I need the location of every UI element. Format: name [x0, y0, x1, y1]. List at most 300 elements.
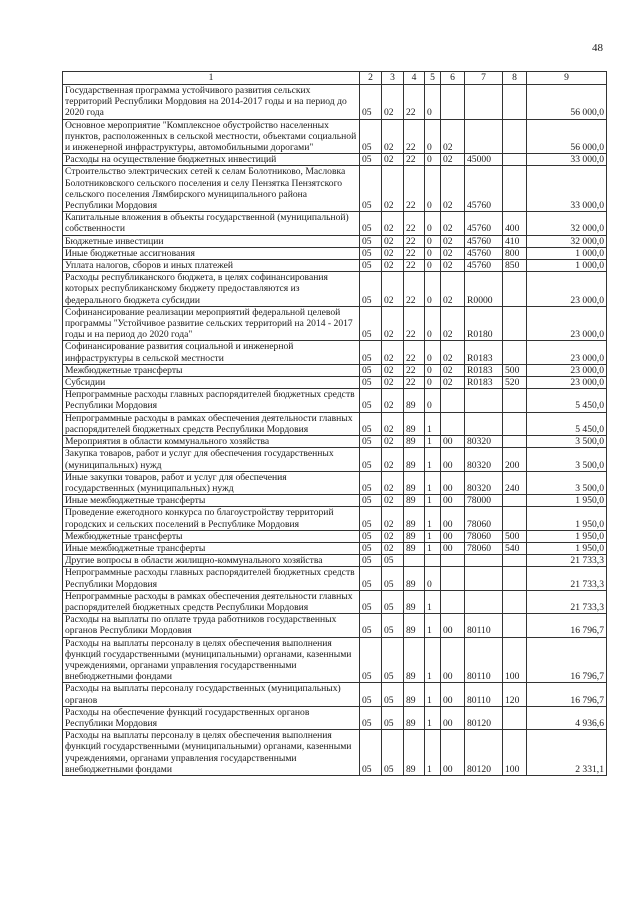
table-body	[63, 85, 607, 776]
expense-code-cell: R0183	[465, 341, 503, 364]
expense-type-cell: 410	[503, 235, 527, 247]
amount-cell: 21 733,3	[527, 555, 607, 567]
program-cell: 89	[404, 507, 425, 530]
direction-cell: 00	[441, 471, 465, 494]
direction-cell: 02	[441, 247, 465, 259]
header-cell: 1	[63, 72, 360, 85]
table-row	[63, 507, 607, 530]
subsection-cell: 02	[382, 154, 404, 166]
expense-type-cell	[503, 507, 527, 530]
subprogram-cell: 0	[425, 389, 441, 412]
subsection-cell: 02	[382, 377, 404, 389]
subprogram-cell: 1	[425, 436, 441, 448]
expense-code-cell: 45760	[465, 235, 503, 247]
table-row	[63, 166, 607, 212]
section-cell: 05	[360, 706, 382, 729]
table-row	[63, 212, 607, 235]
expense-code-cell: 80110	[465, 683, 503, 706]
expense-type-cell: 500	[503, 364, 527, 376]
section-cell: 05	[360, 85, 382, 120]
table-row	[63, 683, 607, 706]
amount-cell: 1 000,0	[527, 260, 607, 272]
subprogram-cell: 1	[425, 448, 441, 471]
program-cell: 89	[404, 530, 425, 542]
subsection-cell: 02	[382, 507, 404, 530]
description-cell: Иные межбюджетные трансферты	[63, 542, 360, 554]
description-cell: Непрограммные расходы главных распорядителей бюджетных средств Республики Мордовия	[63, 389, 360, 412]
subprogram-cell: 0	[425, 364, 441, 376]
table-row	[63, 260, 607, 272]
description-cell: Бюджетные инвестиции	[63, 235, 360, 247]
table-row	[63, 730, 607, 776]
header-cell: 9	[527, 72, 607, 85]
amount-cell: 3 500,0	[527, 471, 607, 494]
program-cell: 22	[404, 154, 425, 166]
header-cell: 8	[503, 72, 527, 85]
subprogram-cell: 0	[425, 212, 441, 235]
subprogram-cell: 1	[425, 530, 441, 542]
expense-code-cell	[465, 85, 503, 120]
header-cell: 5	[425, 72, 441, 85]
section-cell: 05	[360, 247, 382, 259]
program-cell: 89	[404, 542, 425, 554]
program-cell: 89	[404, 448, 425, 471]
program-cell: 22	[404, 235, 425, 247]
direction-cell	[441, 555, 465, 567]
description-cell: Иные закупки товаров, работ и услуг для обеспечения государственных (муниципальных) нужд	[63, 471, 360, 494]
section-cell: 05	[360, 507, 382, 530]
amount-cell: 3 500,0	[527, 448, 607, 471]
table-row	[63, 341, 607, 364]
subsection-cell: 02	[382, 412, 404, 435]
subsection-cell: 02	[382, 306, 404, 341]
table-row	[63, 448, 607, 471]
program-cell: 89	[404, 683, 425, 706]
section-cell: 05	[360, 555, 382, 567]
subsection-cell: 02	[382, 247, 404, 259]
table-row	[63, 590, 607, 613]
section-cell: 05	[360, 212, 382, 235]
direction-cell	[441, 590, 465, 613]
description-cell: Расходы на осуществление бюджетных инвестиций	[63, 154, 360, 166]
table-header-row	[63, 72, 607, 85]
expense-type-cell	[503, 590, 527, 613]
subprogram-cell: 0	[425, 154, 441, 166]
section-cell: 05	[360, 567, 382, 590]
program-cell: 22	[404, 272, 425, 307]
header-cell: 6	[441, 72, 465, 85]
description-cell: Расходы на выплаты персоналу в целях обеспечения выполнения функций государственными (муниципальными) органами, казенными учреждениями, органами управления государственными внебюджетными фондами	[63, 637, 360, 683]
direction-cell	[441, 567, 465, 590]
description-cell: Расходы на обеспечение функций государственных органов Республики Мордовия	[63, 706, 360, 729]
subprogram-cell: 0	[425, 166, 441, 212]
subprogram-cell: 0	[425, 306, 441, 341]
direction-cell: 00	[441, 448, 465, 471]
section-cell: 05	[360, 448, 382, 471]
expense-type-cell: 400	[503, 212, 527, 235]
amount-cell: 56 000,0	[527, 85, 607, 120]
section-cell: 05	[360, 590, 382, 613]
subprogram-cell: 1	[425, 706, 441, 729]
program-cell: 22	[404, 85, 425, 120]
description-cell: Расходы на выплаты по оплате труда работников государственных органов Республики Мордовия	[63, 614, 360, 637]
expense-code-cell: 80320	[465, 448, 503, 471]
table-row	[63, 542, 607, 554]
description-cell: Субсидии	[63, 377, 360, 389]
description-cell: Расходы на выплаты персоналу государственных (муниципальных) органов	[63, 683, 360, 706]
expense-type-cell	[503, 85, 527, 120]
expense-code-cell: 80110	[465, 637, 503, 683]
table-row	[63, 85, 607, 120]
section-cell: 05	[360, 154, 382, 166]
program-cell: 22	[404, 166, 425, 212]
expense-type-cell	[503, 341, 527, 364]
subsection-cell: 02	[382, 471, 404, 494]
section-cell: 05	[360, 436, 382, 448]
description-cell: Иные межбюджетные трансферты	[63, 495, 360, 507]
description-cell: Непрограммные расходы в рамках обеспечения деятельности главных распорядителей бюджетных средств Республики Мордовия	[63, 590, 360, 613]
expense-code-cell: 78060	[465, 530, 503, 542]
table-row	[63, 555, 607, 567]
header-cell: 7	[465, 72, 503, 85]
program-cell: 89	[404, 436, 425, 448]
section-cell: 05	[360, 235, 382, 247]
description-cell: Расходы республиканского бюджета, в целях софинансирования которых республиканскому бюджету предоставляются из федерального бюджета субсидии	[63, 272, 360, 307]
direction-cell: 00	[441, 683, 465, 706]
subsection-cell: 02	[382, 389, 404, 412]
description-cell: Уплата налогов, сборов и иных платежей	[63, 260, 360, 272]
program-cell: 22	[404, 119, 425, 154]
expense-type-cell	[503, 495, 527, 507]
expense-code-cell: R0000	[465, 272, 503, 307]
amount-cell: 5 450,0	[527, 389, 607, 412]
subsection-cell: 02	[382, 364, 404, 376]
section-cell: 05	[360, 542, 382, 554]
section-cell: 05	[360, 495, 382, 507]
expense-type-cell	[503, 166, 527, 212]
expense-type-cell	[503, 614, 527, 637]
program-cell: 89	[404, 389, 425, 412]
table-row	[63, 119, 607, 154]
subprogram-cell: 1	[425, 614, 441, 637]
section-cell: 05	[360, 389, 382, 412]
program-cell: 22	[404, 212, 425, 235]
table-row	[63, 235, 607, 247]
description-cell: Софинансирование развития социальной и инженерной инфраструктуры в сельской местности	[63, 341, 360, 364]
amount-cell: 1 000,0	[527, 247, 607, 259]
section-cell: 05	[360, 377, 382, 389]
expense-code-cell	[465, 412, 503, 435]
subprogram-cell: 0	[425, 341, 441, 364]
table-row	[63, 247, 607, 259]
subsection-cell: 02	[382, 166, 404, 212]
subsection-cell: 02	[382, 341, 404, 364]
subsection-cell: 05	[382, 567, 404, 590]
amount-cell: 32 000,0	[527, 235, 607, 247]
amount-cell: 23 000,0	[527, 341, 607, 364]
subprogram-cell: 0	[425, 567, 441, 590]
program-cell: 89	[404, 730, 425, 776]
section-cell: 05	[360, 730, 382, 776]
direction-cell: 02	[441, 377, 465, 389]
direction-cell: 00	[441, 637, 465, 683]
expense-type-cell	[503, 412, 527, 435]
amount-cell: 1 950,0	[527, 507, 607, 530]
table-row	[63, 637, 607, 683]
amount-cell: 23 000,0	[527, 377, 607, 389]
subsection-cell: 05	[382, 614, 404, 637]
table-row	[63, 272, 607, 307]
expense-type-cell: 500	[503, 530, 527, 542]
direction-cell: 02	[441, 364, 465, 376]
program-cell: 22	[404, 247, 425, 259]
table-row	[63, 530, 607, 542]
expense-code-cell	[465, 389, 503, 412]
description-cell: Межбюджетные трансферты	[63, 530, 360, 542]
amount-cell: 23 000,0	[527, 306, 607, 341]
subprogram-cell: 1	[425, 590, 441, 613]
section-cell: 05	[360, 683, 382, 706]
subsection-cell: 05	[382, 590, 404, 613]
table-row	[63, 377, 607, 389]
direction-cell: 02	[441, 306, 465, 341]
subsection-cell: 02	[382, 212, 404, 235]
expense-code-cell: 78060	[465, 542, 503, 554]
amount-cell: 16 796,7	[527, 614, 607, 637]
amount-cell: 1 950,0	[527, 495, 607, 507]
subsection-cell: 05	[382, 555, 404, 567]
direction-cell: 02	[441, 119, 465, 154]
subsection-cell: 02	[382, 235, 404, 247]
expense-code-cell	[465, 567, 503, 590]
subsection-cell: 02	[382, 542, 404, 554]
subsection-cell: 02	[382, 448, 404, 471]
program-cell: 89	[404, 471, 425, 494]
expense-code-cell	[465, 119, 503, 154]
direction-cell: 02	[441, 260, 465, 272]
table-row	[63, 389, 607, 412]
expense-code-cell: 45000	[465, 154, 503, 166]
expense-type-cell	[503, 119, 527, 154]
section-cell: 05	[360, 306, 382, 341]
subprogram-cell: 1	[425, 637, 441, 683]
subprogram-cell: 1	[425, 471, 441, 494]
expense-type-cell: 120	[503, 683, 527, 706]
expense-type-cell	[503, 706, 527, 729]
table-row	[63, 412, 607, 435]
amount-cell: 16 796,7	[527, 683, 607, 706]
subprogram-cell: 1	[425, 412, 441, 435]
expense-type-cell	[503, 154, 527, 166]
expense-code-cell: R0183	[465, 377, 503, 389]
subsection-cell: 02	[382, 119, 404, 154]
direction-cell	[441, 389, 465, 412]
amount-cell: 33 000,0	[527, 154, 607, 166]
table-row	[63, 706, 607, 729]
section-cell: 05	[360, 412, 382, 435]
subsection-cell: 02	[382, 495, 404, 507]
direction-cell: 00	[441, 495, 465, 507]
subprogram-cell: 0	[425, 119, 441, 154]
expense-type-cell: 540	[503, 542, 527, 554]
direction-cell: 02	[441, 341, 465, 364]
expense-code-cell	[465, 555, 503, 567]
amount-cell: 56 000,0	[527, 119, 607, 154]
table-row	[63, 614, 607, 637]
direction-cell	[441, 85, 465, 120]
section-cell: 05	[360, 637, 382, 683]
direction-cell: 00	[441, 530, 465, 542]
description-cell: Строительство электрических сетей к селам Болотниково, Масловка Болотниковского сельского поселения и селу Пензятка Пензятского сельского поселения Лямбирского муниципального района Республики Мордовия	[63, 166, 360, 212]
expense-code-cell: 78060	[465, 507, 503, 530]
program-cell: 89	[404, 637, 425, 683]
direction-cell: 02	[441, 235, 465, 247]
amount-cell: 1 950,0	[527, 542, 607, 554]
description-cell: Государственная программа устойчивого развития сельских территорий Республики Мордовия на 2014-2017 годы и на период до 2020 года	[63, 85, 360, 120]
program-cell: 22	[404, 364, 425, 376]
subprogram-cell: 1	[425, 683, 441, 706]
expense-code-cell: 80320	[465, 471, 503, 494]
program-cell: 89	[404, 706, 425, 729]
section-cell: 05	[360, 530, 382, 542]
section-cell: 05	[360, 341, 382, 364]
amount-cell: 21 733,3	[527, 567, 607, 590]
amount-cell: 3 500,0	[527, 436, 607, 448]
table-row	[63, 471, 607, 494]
subprogram-cell: 1	[425, 495, 441, 507]
direction-cell: 00	[441, 730, 465, 776]
direction-cell: 00	[441, 542, 465, 554]
subsection-cell: 05	[382, 706, 404, 729]
direction-cell: 00	[441, 436, 465, 448]
header-cell: 3	[382, 72, 404, 85]
expense-code-cell: 80320	[465, 436, 503, 448]
section-cell: 05	[360, 119, 382, 154]
expense-code-cell: 80120	[465, 706, 503, 729]
expense-type-cell	[503, 555, 527, 567]
program-cell: 22	[404, 306, 425, 341]
section-cell: 05	[360, 364, 382, 376]
program-cell: 22	[404, 377, 425, 389]
expense-code-cell: 45760	[465, 212, 503, 235]
expense-code-cell: 45760	[465, 260, 503, 272]
program-cell: 89	[404, 412, 425, 435]
table-row	[63, 364, 607, 376]
table-row	[63, 154, 607, 166]
expense-type-cell	[503, 389, 527, 412]
subprogram-cell: 0	[425, 235, 441, 247]
amount-cell: 16 796,7	[527, 637, 607, 683]
description-cell: Капитальные вложения в объекты государственной (муниципальной) собственности	[63, 212, 360, 235]
amount-cell: 4 936,6	[527, 706, 607, 729]
description-cell: Софинансирование реализации мероприятий федеральной целевой программы "Устойчивое развитие сельских территорий на 2014 - 2017 годы и на период до 2020 года"	[63, 306, 360, 341]
expense-code-cell: R0183	[465, 364, 503, 376]
subprogram-cell: 0	[425, 247, 441, 259]
header-cell: 2	[360, 72, 382, 85]
description-cell: Иные бюджетные ассигнования	[63, 247, 360, 259]
direction-cell: 02	[441, 154, 465, 166]
expense-code-cell: 78000	[465, 495, 503, 507]
section-cell: 05	[360, 471, 382, 494]
description-cell: Проведение ежегодного конкурса по благоустройству территорий городских и сельских поселений в Республике Мордовия	[63, 507, 360, 530]
amount-cell: 33 000,0	[527, 166, 607, 212]
expense-code-cell: 80110	[465, 614, 503, 637]
subsection-cell: 02	[382, 530, 404, 542]
budget-table	[62, 71, 607, 776]
subprogram-cell: 0	[425, 377, 441, 389]
expense-code-cell: 45760	[465, 166, 503, 212]
amount-cell: 23 000,0	[527, 364, 607, 376]
subsection-cell: 02	[382, 272, 404, 307]
subsection-cell: 02	[382, 436, 404, 448]
description-cell: Непрограммные расходы в рамках обеспечения деятельности главных распорядителей бюджетных средств Республики Мордовия	[63, 412, 360, 435]
direction-cell: 00	[441, 507, 465, 530]
section-cell: 05	[360, 272, 382, 307]
expense-code-cell: 45760	[465, 247, 503, 259]
direction-cell: 00	[441, 706, 465, 729]
subsection-cell: 05	[382, 683, 404, 706]
program-cell: 89	[404, 614, 425, 637]
expense-type-cell: 200	[503, 448, 527, 471]
page-number: 48	[592, 42, 603, 54]
description-cell: Основное мероприятие "Комплексное обустройство населенных пунктов, расположенных в сельской местности, объектами социальной и инженерной инфраструктуры, автомобильными дорогами"	[63, 119, 360, 154]
table-row	[63, 567, 607, 590]
direction-cell: 00	[441, 614, 465, 637]
description-cell: Межбюджетные трансферты	[63, 364, 360, 376]
program-cell: 22	[404, 341, 425, 364]
subprogram-cell: 0	[425, 260, 441, 272]
expense-type-cell: 240	[503, 471, 527, 494]
description-cell: Мероприятия в области коммунального хозяйства	[63, 436, 360, 448]
section-cell: 05	[360, 260, 382, 272]
subprogram-cell: 1	[425, 507, 441, 530]
expense-type-cell: 100	[503, 637, 527, 683]
description-cell: Закупка товаров, работ и услуг для обеспечения государственных (муниципальных) нужд	[63, 448, 360, 471]
header-cell: 4	[404, 72, 425, 85]
subsection-cell: 05	[382, 637, 404, 683]
subprogram-cell: 0	[425, 85, 441, 120]
description-cell: Расходы на выплаты персоналу в целях обеспечения выполнения функций государственными (муниципальными) органами, казенными учреждениями, органами управления государственными внебюджетными фондами	[63, 730, 360, 776]
table-row	[63, 495, 607, 507]
subsection-cell: 02	[382, 85, 404, 120]
expense-code-cell	[465, 590, 503, 613]
subprogram-cell: 1	[425, 542, 441, 554]
expense-type-cell: 520	[503, 377, 527, 389]
table-row	[63, 436, 607, 448]
amount-cell: 5 450,0	[527, 412, 607, 435]
amount-cell: 23 000,0	[527, 272, 607, 307]
expense-type-cell: 850	[503, 260, 527, 272]
subsection-cell: 05	[382, 730, 404, 776]
subprogram-cell: 1	[425, 730, 441, 776]
amount-cell: 32 000,0	[527, 212, 607, 235]
direction-cell: 02	[441, 166, 465, 212]
amount-cell: 21 733,3	[527, 590, 607, 613]
description-cell: Другие вопросы в области жилищно-коммунального хозяйства	[63, 555, 360, 567]
program-cell: 22	[404, 260, 425, 272]
expense-type-cell	[503, 272, 527, 307]
section-cell: 05	[360, 166, 382, 212]
expense-type-cell	[503, 436, 527, 448]
subprogram-cell	[425, 555, 441, 567]
amount-cell: 1 950,0	[527, 530, 607, 542]
direction-cell: 02	[441, 212, 465, 235]
program-cell: 89	[404, 495, 425, 507]
expense-type-cell: 100	[503, 730, 527, 776]
expense-code-cell: R0180	[465, 306, 503, 341]
amount-cell: 2 331,1	[527, 730, 607, 776]
program-cell: 89	[404, 567, 425, 590]
